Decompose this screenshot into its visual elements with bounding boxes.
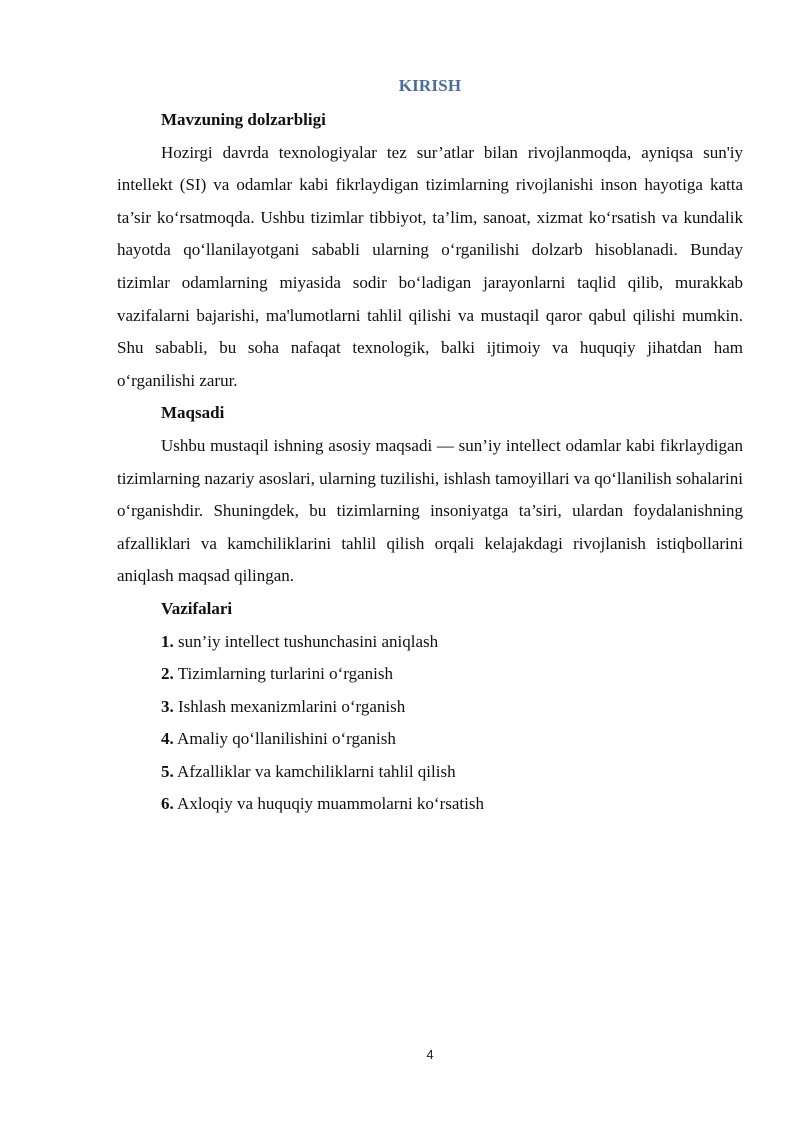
task-number: 4. xyxy=(161,729,174,749)
task-number: 5. xyxy=(161,761,174,781)
task-text: Amaliy qo‘llanilishini o‘rganish xyxy=(173,729,396,749)
section-paragraph-relevance: Hozirgi davrda texnologiyalar tez sur’atlar bilan rivojlanmoqda, ayniqsa sun'iy intellekt (SI) va odamlar kabi fikrlaydigan tizimlarning rivojlanishi inson hayotiga katta ta’sir ko‘rsatmoqda. Ushbu tizimlar tibbiyot, ta’lim, sanoat, xizmat ko‘rsatish va kundalik hayotda qo‘llanilayotgani sababli ularning o‘rganilishi dolzarb hisoblanadi. Bunday tizimlar odamlarning miyasida sodir bo‘ladigan jarayonlarni taqlid qilib, murakkab vazifalarni bajarishi, ma'lumotlarni tahlil qilishi va mustaqil qaror qabul qilishi mumkin. Shu sababli, bu soha nafaqat texnologik, balki ijtimoiy va huquqiy jihatdan ham o‘rganilishi zarur. xyxy=(117,142,743,390)
task-text: Ishlash mexanizmlarini o‘rganish xyxy=(173,696,406,716)
task-text: sun’iy intellect tushunchasini aniqlash xyxy=(173,631,439,651)
task-number: 2. xyxy=(161,664,174,684)
task-item xyxy=(117,788,743,821)
task-item xyxy=(117,691,743,724)
task-item xyxy=(117,626,743,659)
task-item xyxy=(117,723,743,756)
task-text: Afzalliklar va kamchiliklarni tahlil qilish xyxy=(173,761,456,781)
task-number: 6. xyxy=(161,794,174,814)
task-text: Axloqiy va huquqiy muammolarni ko‘rsatish xyxy=(173,794,484,814)
task-item xyxy=(117,658,743,691)
task-text: Tizimlarning turlarini o‘rganish xyxy=(173,664,394,684)
section-heading-relevance: Mavzuning dolzarbligi xyxy=(161,110,326,129)
page-number: 4 xyxy=(426,1047,434,1062)
section-paragraph-goal: Ushbu mustaqil ishning asosiy maqsadi — sun’iy intellect odamlar kabi fikrlaydigan tizimlarning nazariy asoslari, ularning tuzilishi, ishlash tamoyillari va qo‘llanilish sohalarini o‘rganishdir. Shuningdek, bu tizimlarning insoniyatga ta’siri, ulardan foydalanishning afzalliklari va kamchiliklarini tahlil qilish orqali kelajakdagi rivojlanish istiqbollarini aniqlash maqsad qilingan. xyxy=(117,435,743,586)
task-number: 3. xyxy=(161,696,174,716)
task-item xyxy=(117,756,743,789)
section-heading-goal: Maqsadi xyxy=(161,403,225,423)
task-number: 1. xyxy=(161,631,174,651)
document-title: KIRISH xyxy=(398,76,462,95)
section-heading-tasks: Vazifalari xyxy=(161,598,233,618)
document-body xyxy=(117,104,743,821)
